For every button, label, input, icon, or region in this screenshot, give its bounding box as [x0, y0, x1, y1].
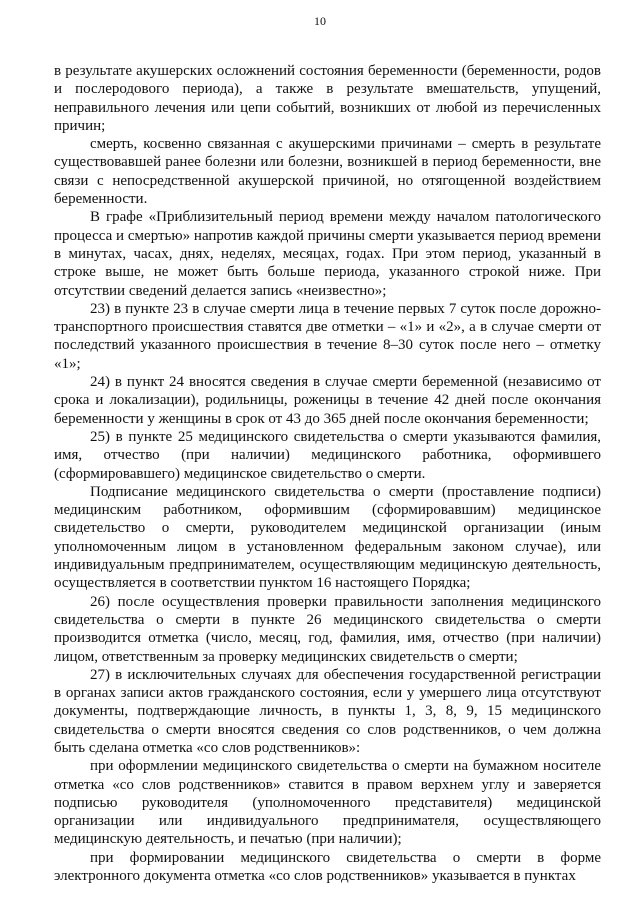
paragraph: в результате акушерских осложнений состояния беременности (беременности, родов и послеродового периода), а также в результате вмешательств, упущений, неправильного лечения или цепи событий, возникших от любой из перечисленных причин; [54, 63, 601, 134]
paragraph: 24) в пункт 24 вносятся сведения в случае смерти беременной (независимо от срока и локализации), родильницы, роженицы в течение 42 дней после окончания беременности у женщины в срок от 43 до 365 дней после окончания беременности; [54, 374, 601, 427]
paragraph: Подписание медицинского свидетельства о смерти (проставление подписи) медицинским работником, оформившим (сформировавшим) медицинское свидетельство о смерти, руководителем медицинской организации (иным уполномоченным лицом в установленном федеральным законом случае), или индивидуальным предпринимателем, осуществляющим медицинскую деятельность, осуществляется в соответствии пунктом 16 настоящего Порядка; [54, 483, 601, 592]
paragraph: 27) в исключительных случаях для обеспечения государственной регистрации в органах записи актов гражданского состояния, если у умершего лица отсутствуют документы, подтверждающие личность, в пункты 1, 3, 8, 9, 15 медицинского свидетельства о смерти вносятся сведения со слов родственников, о чем должна быть сделана отметка «со слов родственников»: [54, 666, 601, 756]
paragraph: при формировании медицинского свидетельства о смерти в форме электронного документа отметка «со слов родственников» указывается в пунктах [54, 849, 601, 885]
paragraph: 23) в пункте 23 в случае смерти лица в течение первых 7 суток после дорожно-транспортного происшествия ставятся две отметки – «1» и «2», а в случае смерти от последствий указанного происшествия в течение 8–30 суток после него – отметку «1»; [54, 300, 601, 372]
paragraph: 25) в пункте 25 медицинского свидетельства о смерти указываются фамилия, имя, отчество (при наличии) медицинского работника, оформившего (сформировавшего) медицинское свидетельство о смерти. [54, 428, 601, 482]
paragraph: смерть, косвенно связанная с акушерскими причинами – смерть в результате существовавшей ранее болезни или болезни, возникшей в период беременности, вне связи с непосредственной акушерской причиной, но отягощенной воздействием беременности. [54, 136, 601, 208]
paragraph: при оформлении медицинского свидетельства о смерти на бумажном носителе отметка «со слов родственников» ставится в правом верхнем углу и заверяется подписью руководителя (уполномоченного представителя) медицинской организации или индивидуального предпринимателя, осуществляющего медицинскую деятельность, и печатью (при наличии); [54, 758, 601, 848]
paragraph: 26) после осуществления проверки правильности заполнения медицинского свидетельства о смерти в пункте 26 медицинского свидетельства о смерти производится отметка (число, месяц, год, фамилия, имя, отчество (при наличии) лицом, ответственным за проверку медицинских свидетельств о смерти; [54, 593, 601, 665]
document-body [54, 62, 601, 885]
page-number: 10 [314, 14, 326, 28]
paragraph: В графе «Приблизительный период времени между началом патологического процесса и смертью» напротив каждой причины смерти указывается период времени в минутах, часах, днях, неделях, месяцах, годах. При этом период, указанный в строке выше, не может быть больше периода, указанного строкой ниже. При отсутствии сведений делается запись «неизвестно»; [54, 209, 601, 299]
